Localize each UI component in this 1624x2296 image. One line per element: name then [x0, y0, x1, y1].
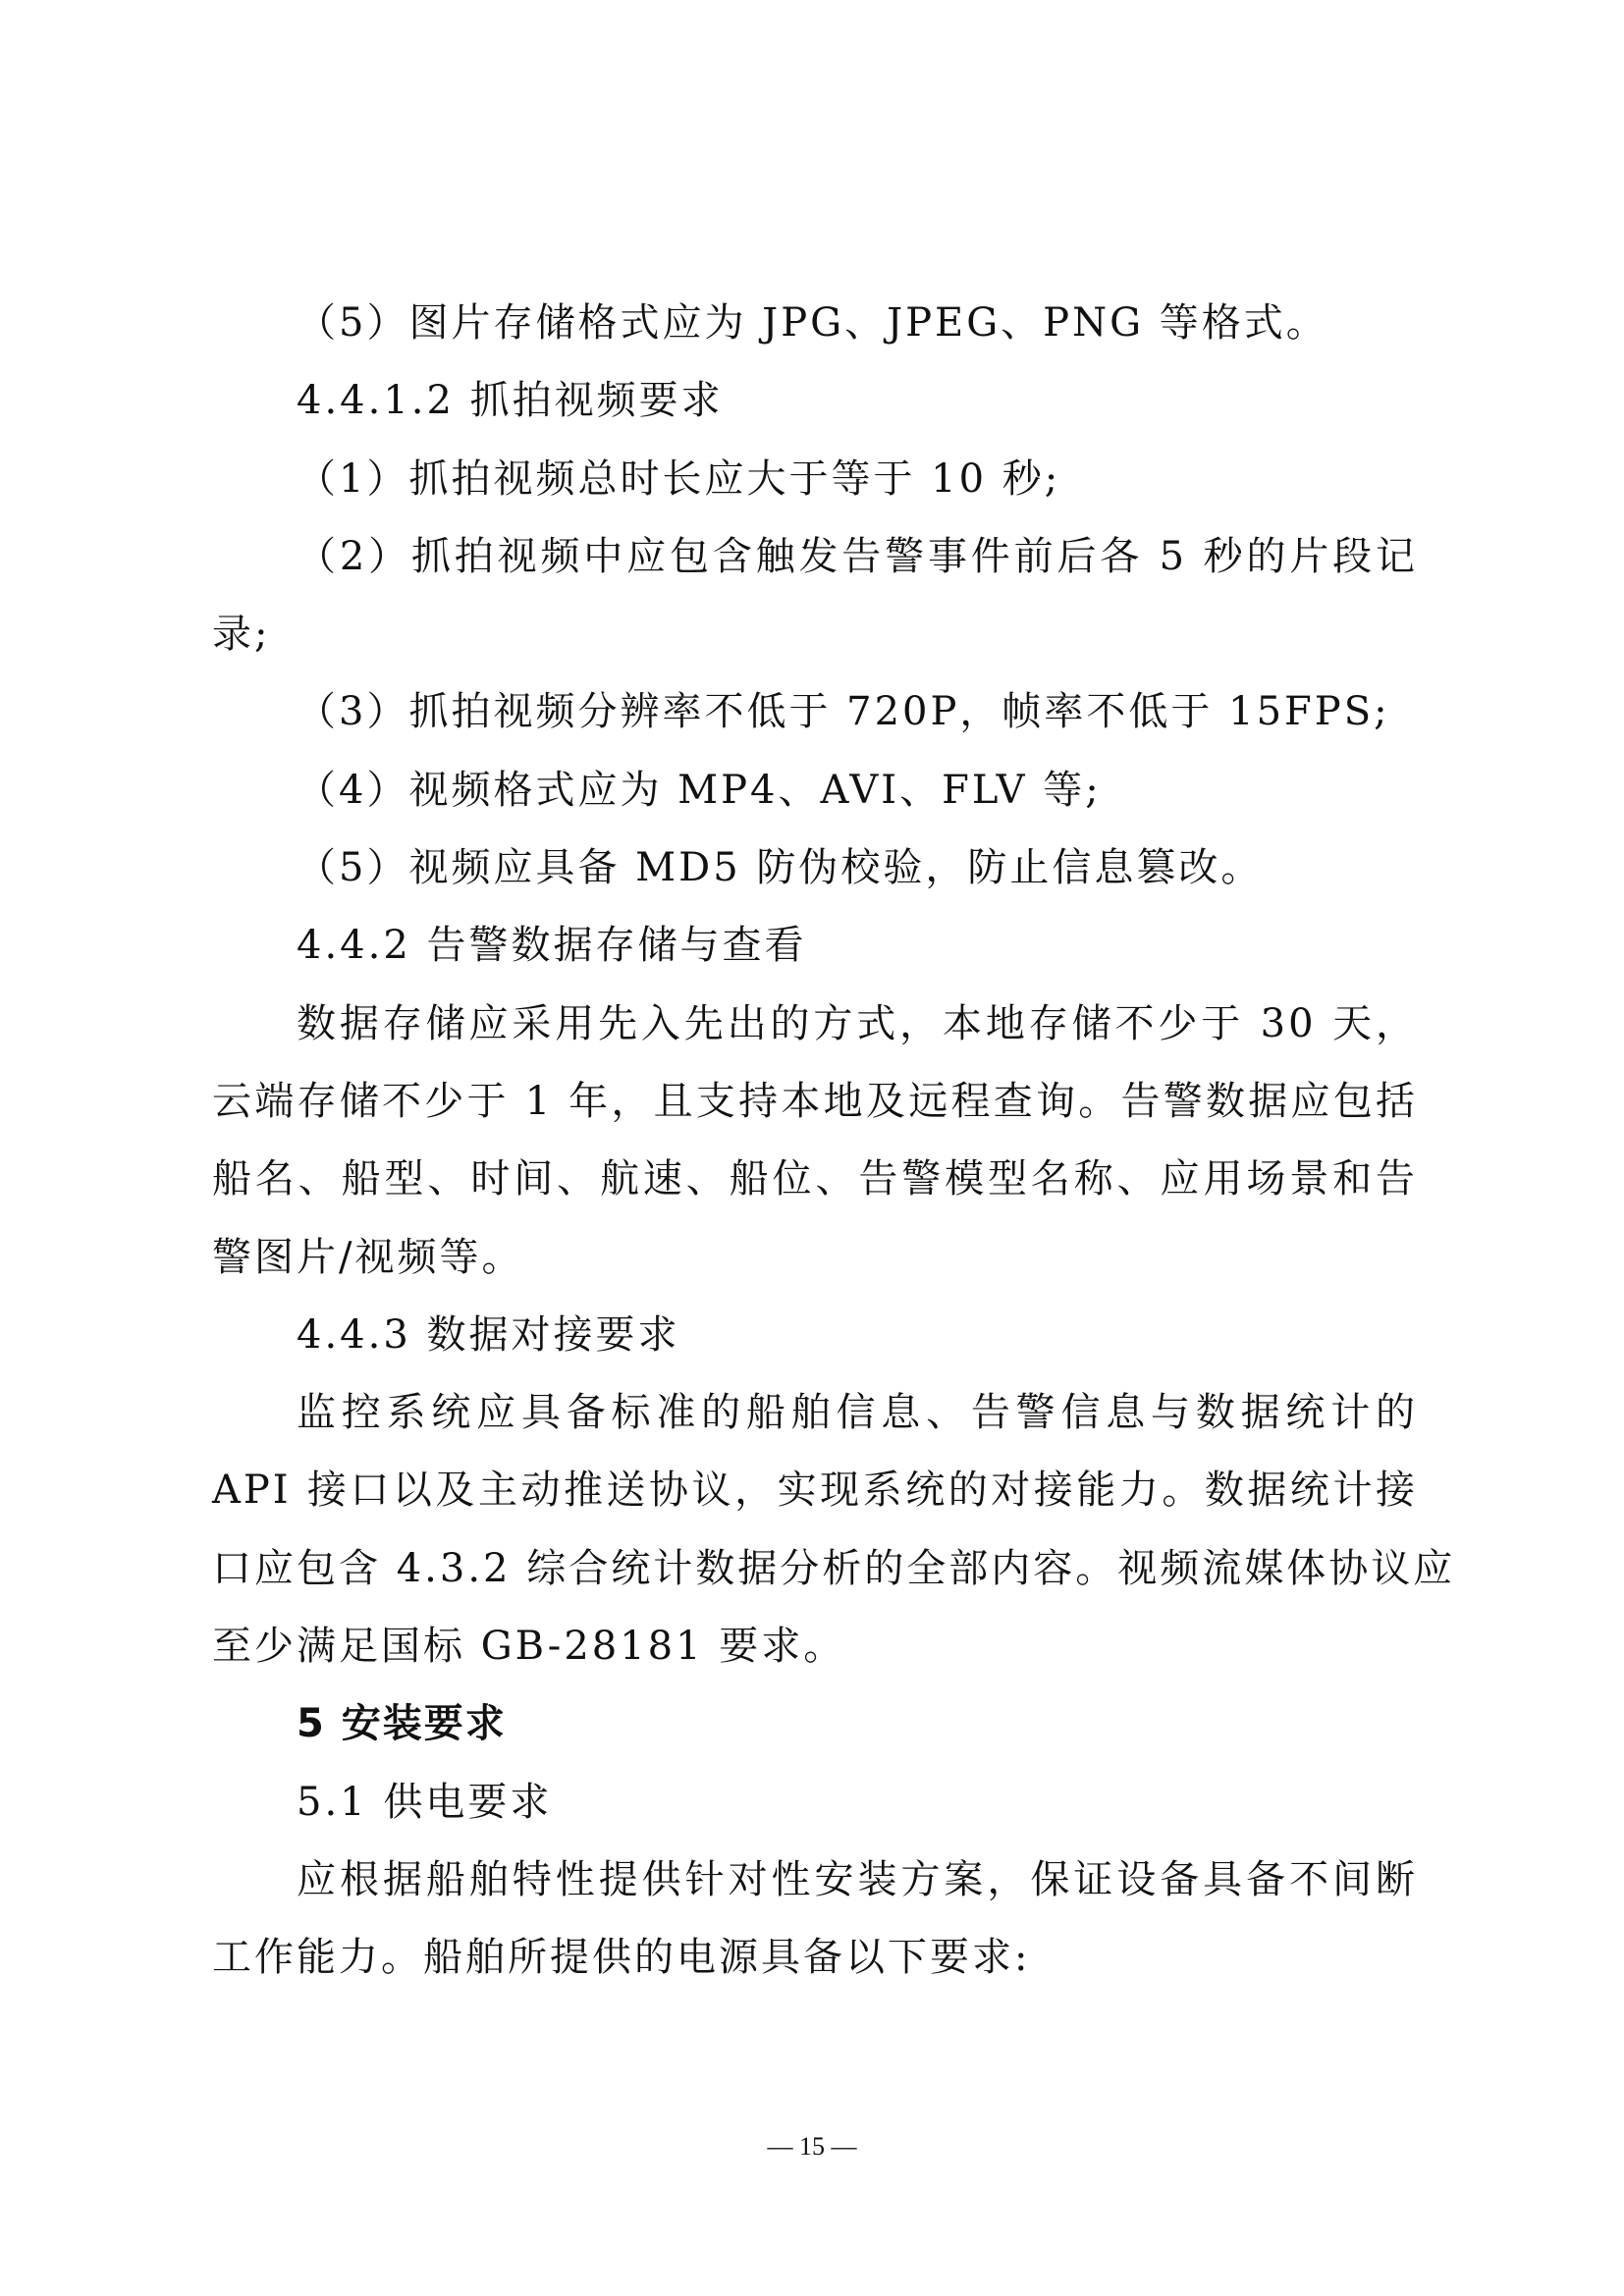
paragraph-power-line-2: 工作能力。船舶所提供的电源具备以下要求: — [212, 1935, 1031, 1981]
list-item-video-format: （4）视频格式应为 MP4、AVI、FLV 等; — [297, 767, 1102, 813]
list-item-video-clip-continued: 录; — [212, 612, 271, 658]
section-heading-data-interface: 4.4.3 数据对接要求 — [297, 1311, 680, 1358]
page-body — [212, 285, 1456, 1998]
list-item-image-format: （5）图片存储格式应为 JPG、JPEG、PNG 等格式。 — [297, 300, 1328, 346]
list-item-video-clip: （2）抓拍视频中应包含触发告警事件前后各 5 秒的片段记 — [297, 533, 1418, 579]
chapter-heading-installation: 5 安装要求 — [297, 1701, 507, 1747]
paragraph-interface-line-2: API 接口以及主动推送协议，实现系统的对接能力。数据统计接 — [212, 1468, 1418, 1514]
section-heading-power-supply: 5.1 供电要求 — [297, 1779, 553, 1825]
list-item-video-md5: （5）视频应具备 MD5 防伪校验，防止信息篡改。 — [297, 845, 1264, 891]
paragraph-storage-line-3: 船名、船型、时间、航速、船位、告警模型名称、应用场景和告 — [212, 1156, 1418, 1202]
paragraph-interface-line-1: 监控系统应具备标准的船舶信息、告警信息与数据统计的 — [297, 1390, 1418, 1436]
paragraph-storage-line-2: 云端存储不少于 1 年，且支持本地及远程查询。告警数据应包括 — [212, 1078, 1418, 1124]
paragraph-storage-line-4: 警图片/视频等。 — [212, 1234, 524, 1280]
paragraph-storage-line-1: 数据存储应采用先入先出的方式，本地存储不少于 30 天， — [297, 1000, 1418, 1046]
list-item-video-resolution: （3）抓拍视频分辨率不低于 720P，帧率不低于 15FPS; — [297, 689, 1390, 735]
paragraph-power-line-1: 应根据船舶特性提供针对性安装方案，保证设备具备不间断 — [297, 1856, 1418, 1902]
section-heading-capture-video: 4.4.1.2 抓拍视频要求 — [297, 378, 724, 424]
paragraph-interface-line-3: 口应包含 4.3.2 综合统计数据分析的全部内容。视频流媒体协议应 — [212, 1545, 1456, 1591]
section-heading-alarm-storage: 4.4.2 告警数据存储与查看 — [297, 923, 807, 969]
list-item-video-duration: （1）抓拍视频总时长应大于等于 10 秒; — [297, 455, 1061, 502]
page-number: — 15 — — [767, 2132, 857, 2161]
paragraph-interface-line-4: 至少满足国标 GB-28181 要求。 — [212, 1624, 846, 1670]
